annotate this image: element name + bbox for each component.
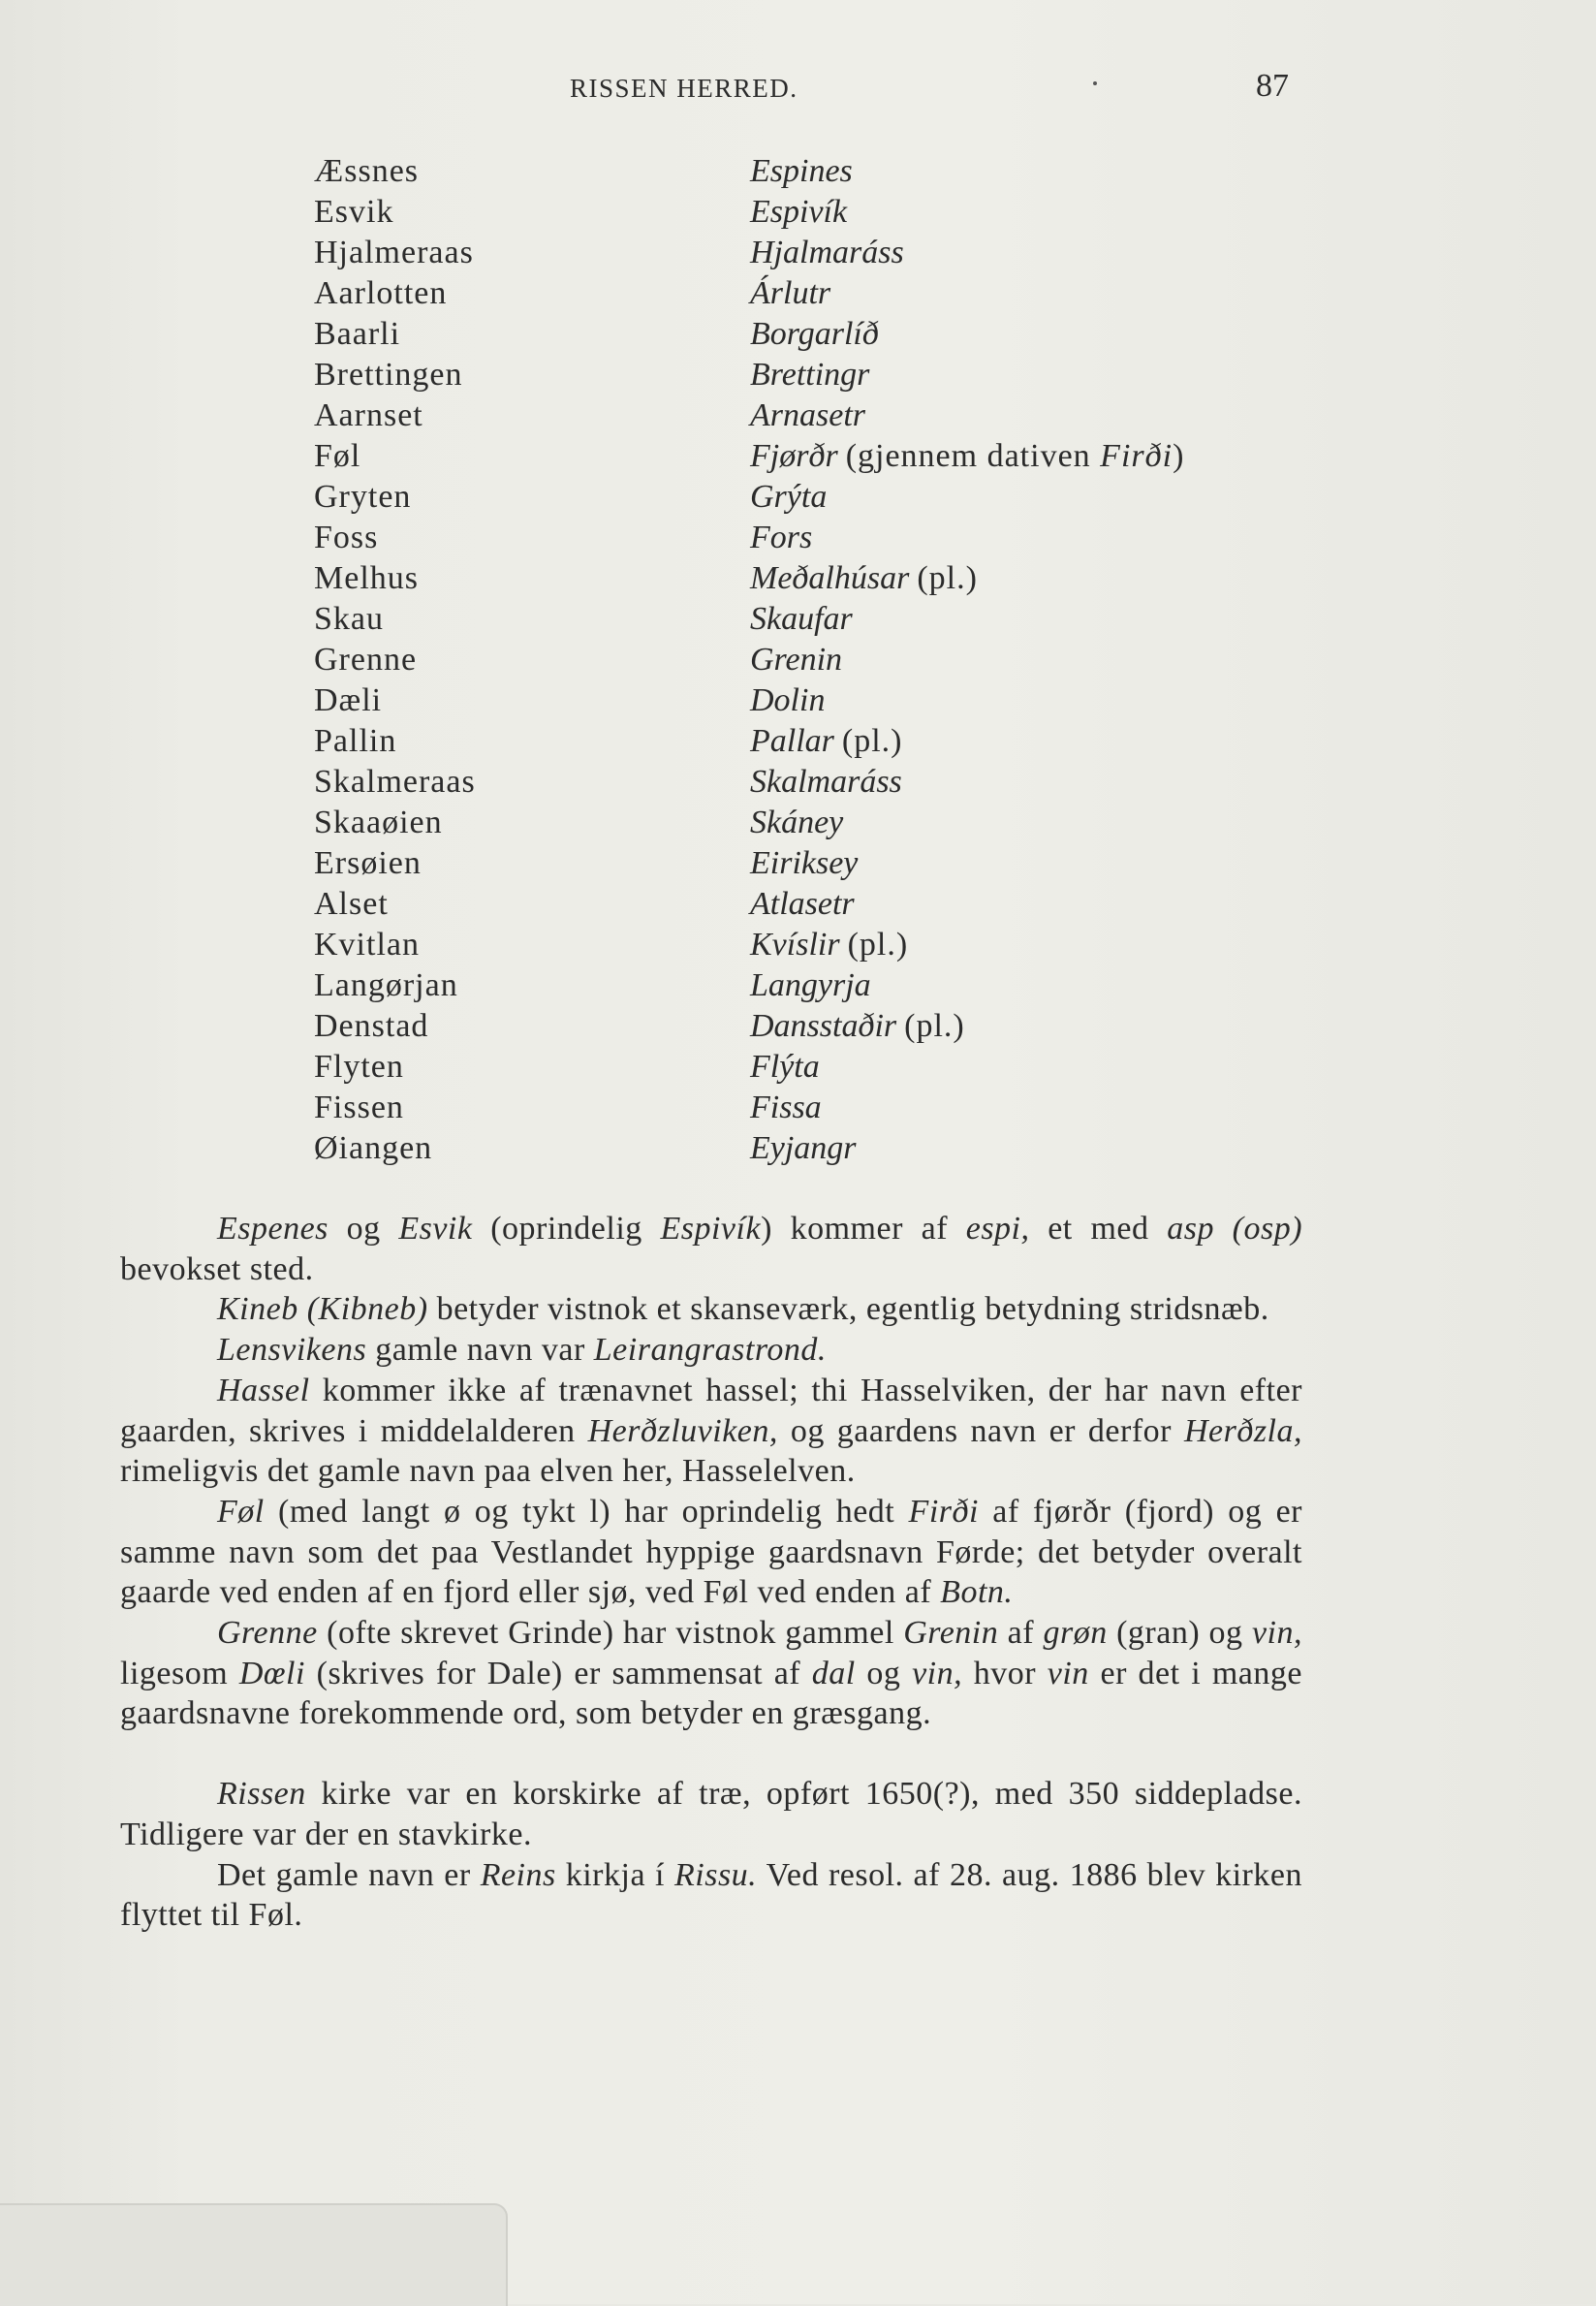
modern-name: Langørjan — [314, 967, 458, 1003]
modern-name: Foss — [314, 520, 379, 555]
old-name-text: Borgarlíð — [750, 316, 879, 352]
name-row — [314, 273, 1322, 314]
old-norse-name — [750, 151, 853, 192]
old-norse-name — [750, 477, 827, 518]
old-norse-name — [750, 640, 842, 680]
modern-name: Denstad — [314, 1008, 429, 1044]
name-row — [314, 518, 1322, 558]
paragraph: Rissen kirke var en korskirke af træ, opført 1650(?), med 350 siddepladse. Tidligere var der en stavkirke. — [120, 1776, 1302, 1852]
old-name-text: Grenin — [750, 642, 843, 678]
paragraph: Lensvikens gamle navn var Leirangrastrond. — [217, 1332, 827, 1369]
modern-name: Fissen — [314, 1090, 404, 1125]
name-note: (pl.) — [847, 927, 909, 963]
modern-name: Skalmeraas — [314, 764, 476, 800]
modern-name: Føl — [314, 438, 361, 474]
name-row — [314, 395, 1322, 436]
old-name-text: Brettingr — [750, 357, 870, 393]
name-row — [314, 436, 1322, 477]
name-row — [314, 151, 1322, 192]
commentary-text — [120, 1209, 1302, 1936]
old-name-text: Meðalhúsar — [750, 560, 910, 596]
old-norse-name — [750, 965, 871, 1006]
old-norse-name — [750, 925, 908, 965]
old-norse-name — [750, 273, 830, 314]
old-norse-name — [750, 1006, 965, 1047]
name-row — [314, 843, 1322, 884]
page-number: 87 — [1256, 68, 1289, 104]
printer-dot — [1093, 81, 1097, 85]
modern-name: Skaaøien — [314, 805, 443, 840]
modern-name: Skau — [314, 601, 384, 637]
modern-name: Brettingen — [314, 357, 463, 393]
old-norse-name — [750, 762, 902, 803]
modern-name: Ersøien — [314, 845, 422, 881]
modern-name: Øiangen — [314, 1130, 433, 1166]
name-note: (pl.) — [917, 560, 978, 596]
name-note: (gjennem dativen Firði) — [845, 438, 1185, 474]
modern-name: Aarlotten — [314, 275, 448, 311]
old-norse-name — [750, 233, 904, 273]
old-name-text: Fissa — [750, 1090, 822, 1125]
modern-name: Esvik — [314, 194, 394, 230]
name-row — [314, 680, 1322, 721]
old-norse-name — [750, 558, 978, 599]
name-row — [314, 1088, 1322, 1128]
old-norse-name — [750, 680, 825, 721]
old-name-text: Atlasetr — [750, 886, 855, 922]
old-norse-name — [750, 395, 865, 436]
old-norse-name — [750, 843, 858, 884]
paragraph: Kineb (Kibneb) betyder vistnok et skanseværk, egentlig betydning stridsnæb. — [217, 1291, 1269, 1328]
modern-name: Pallin — [314, 723, 397, 759]
name-row — [314, 233, 1322, 273]
paragraph: Føl (med langt ø og tykt l) har oprindelig hedt Firði af fjørðr (fjord) og er samme navn som det paa Vestlandet hyppige gaardsnavn Førde; det betyder overalt gaarde ved enden af en fjord eller sjø, ved Føl ved enden af Botn. — [120, 1493, 1302, 1611]
old-name-text: Dolin — [750, 682, 826, 718]
name-row — [314, 721, 1322, 762]
name-row — [314, 640, 1322, 680]
modern-name: Kvitlan — [314, 927, 420, 963]
modern-name: Dæli — [314, 682, 383, 718]
old-norse-name — [750, 721, 903, 762]
old-name-text: Eiriksey — [750, 845, 859, 881]
old-norse-name — [750, 518, 812, 558]
name-row — [314, 477, 1322, 518]
modern-name: Flyten — [314, 1049, 404, 1085]
modern-name: Baarli — [314, 316, 401, 352]
old-name-text: Kvíslir — [750, 927, 840, 963]
old-norse-name — [750, 803, 843, 843]
old-name-text: Hjalmaráss — [750, 235, 904, 270]
old-norse-name — [750, 355, 869, 395]
name-row — [314, 925, 1322, 965]
old-name-text: Flýta — [750, 1049, 820, 1085]
old-norse-name — [750, 1088, 822, 1128]
old-name-text: Skaufar — [750, 601, 853, 637]
old-norse-name — [750, 192, 847, 233]
modern-name: Melhus — [314, 560, 419, 596]
scan-corner-shadow — [0, 2203, 508, 2306]
old-name-text: Fors — [750, 520, 813, 555]
modern-name: Alset — [314, 886, 389, 922]
old-name-text: Espivík — [750, 194, 848, 230]
name-row — [314, 803, 1322, 843]
old-norse-name — [750, 1128, 857, 1169]
name-note: (pl.) — [841, 723, 903, 759]
name-row — [314, 355, 1322, 395]
old-name-text: Fjørðr — [750, 438, 838, 474]
old-name-text: Skáney — [750, 805, 844, 840]
name-row — [314, 192, 1322, 233]
name-row — [314, 884, 1322, 925]
place-name-list — [314, 151, 1322, 1169]
old-name-text: Eyjangr — [750, 1130, 857, 1166]
modern-name: Æssnes — [314, 153, 420, 189]
name-row — [314, 1006, 1322, 1047]
old-norse-name — [750, 436, 1184, 477]
old-name-text: Espines — [750, 153, 853, 189]
old-name-text: Langyrja — [750, 967, 871, 1003]
name-row — [314, 965, 1322, 1006]
name-row — [314, 314, 1322, 355]
old-name-text: Arnasetr — [750, 397, 865, 433]
modern-name: Aarnset — [314, 397, 423, 433]
modern-name: Gryten — [314, 479, 412, 515]
paragraph: Det gamle navn er Reins kirkja í Rissu. Ved resol. af 28. aug. 1886 blev kirken flyttet til Føl. — [120, 1856, 1302, 1934]
old-name-text: Skalmaráss — [750, 764, 902, 800]
paragraph: Grenne (ofte skrevet Grinde) har vistnok gammel Grenin af grøn (gran) og vin, ligesom Dœli (skrives for Dale) er sammensat af dal og vin, hvor vin er det i mange gaardsnavne forekommende ord, som betyder en græsgang. — [120, 1615, 1303, 1732]
name-row — [314, 1047, 1322, 1088]
old-name-text: Grýta — [750, 479, 828, 515]
name-row — [314, 599, 1322, 640]
name-row — [314, 762, 1322, 803]
old-norse-name — [750, 314, 879, 355]
old-norse-name — [750, 1047, 820, 1088]
name-row — [314, 1128, 1322, 1169]
running-head: RISSEN HERRED. — [570, 74, 798, 103]
name-note: (pl.) — [904, 1008, 965, 1044]
old-name-text: Pallar — [750, 723, 834, 759]
old-name-text: Dansstaðir — [750, 1008, 897, 1044]
paragraph: Espenes og Esvik (oprindelig Espivík) kommer af espi, et med asp (osp) bevokset sted. — [120, 1211, 1303, 1287]
name-row — [314, 558, 1322, 599]
modern-name: Hjalmeraas — [314, 235, 474, 270]
old-norse-name — [750, 599, 853, 640]
old-name-text: Árlutr — [750, 275, 831, 311]
modern-name: Grenne — [314, 642, 418, 678]
paragraph: Hassel kommer ikke af trænavnet hassel; thi Hasselviken, der har navn efter gaarden, skrives i middelalderen Herðzluviken, og gaardens navn er derfor Herðzla, rimeligvis det gamle navn paa elven her, Hasselelven. — [120, 1372, 1302, 1490]
old-norse-name — [750, 884, 855, 925]
